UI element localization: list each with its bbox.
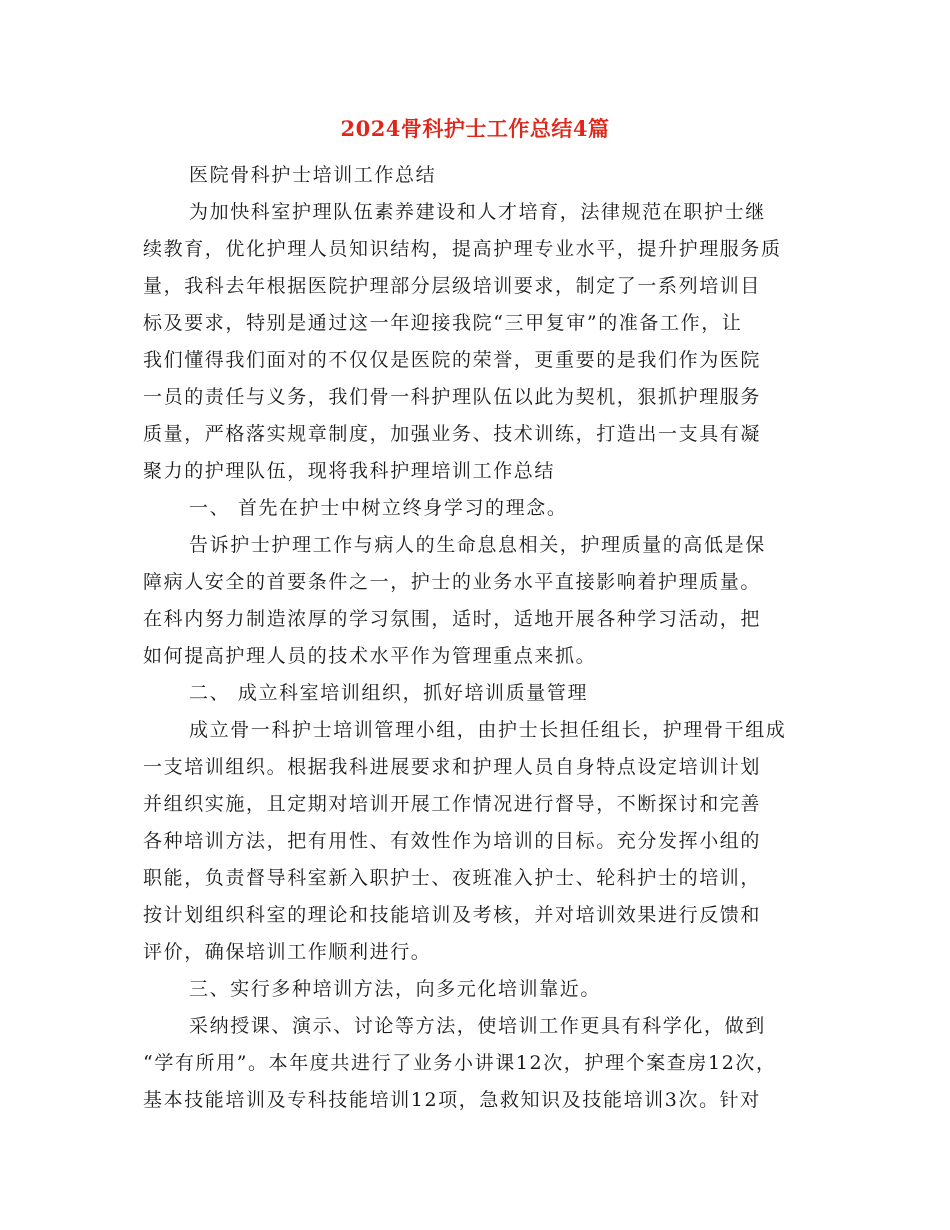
paragraph-line: 成立骨一科护士培训管理小组，由护士长担任组长，护理骨干组成 [189, 719, 787, 741]
section-heading: 一、 首先在护士中树立终身学习的理念。 [189, 497, 568, 519]
paragraph-line: 基本技能培训及专科技能培训12项，急救知识及技能培训3次。针对 [143, 1089, 761, 1111]
paragraph-line: 如何提高护理人员的技术水平作为管理重点来抓。 [143, 645, 597, 667]
paragraph-line: 评价，确保培训工作顺利进行。 [143, 941, 432, 963]
section-heading: 二、 成立科室培训组织，抓好培训质量管理 [189, 682, 589, 704]
paragraph-line: 续教育，优化护理人员知识结构，提高护理专业水平，提升护理服务质 [143, 238, 782, 260]
paragraph-line: 一员的责任与义务，我们骨一科护理队伍以此为契机，狠抓护理服务 [143, 386, 762, 408]
paragraph-line: 各种培训方法，把有用性、有效性作为培训的目标。充分发挥小组的 [143, 830, 762, 852]
paragraph-line: 在科内努力制造浓厚的学习氛围，适时，适地开展各种学习活动，把 [143, 608, 762, 630]
paragraph-line: 我们懂得我们面对的不仅仅是医院的荣誉，更重要的是我们作为医院 [143, 349, 762, 371]
paragraph-line: 标及要求，特别是通过这一年迎接我院“三甲复审”的准备工作，让 [143, 312, 743, 334]
paragraph-line: “学有所用”。本年度共进行了业务小讲课12次，护理个案查房12次， [143, 1052, 777, 1074]
paragraph-line: 按计划组织科室的理论和技能培训及考核，并对培训效果进行反馈和 [143, 904, 762, 926]
paragraph-line: 障病人安全的首要条件之一，护士的业务水平直接影响着护理质量。 [143, 571, 762, 593]
document-title: 2024骨科护士工作总结4篇 [340, 116, 610, 141]
document-body [143, 157, 843, 1119]
paragraph-line: 职能，负责督导科室新入职护士、夜班准入护士、轮科护士的培训， [143, 867, 762, 889]
paragraph-line: 质量，严格落实规章制度，加强业务、技术训练，打造出一支具有凝 [143, 423, 762, 445]
paragraph-line: 量，我科去年根据医院护理部分层级培训要求，制定了一系列培训目 [143, 275, 762, 297]
paragraph-line: 一支培训组织。根据我科进展要求和护理人员自身特点设定培训计划 [143, 756, 762, 778]
paragraph-line: 告诉护士护理工作与病人的生命息息相关，护理质量的高低是保 [189, 534, 766, 556]
section-heading: 医院骨科护士培训工作总结 [189, 164, 437, 186]
paragraph-line: 聚力的护理队伍，现将我科护理培训工作总结 [143, 460, 556, 482]
paragraph-line: 为加快科室护理队伍素养建设和人才培育，法律规范在职护士继 [189, 201, 766, 223]
section-heading: 三、实行多种培训方法，向多元化培训靠近。 [189, 978, 602, 1000]
paragraph-line: 并组织实施，且定期对培训开展工作情况进行督导，不断探讨和完善 [143, 793, 762, 815]
paragraph-line: 采纳授课、演示、讨论等方法，使培训工作更具有科学化，做到 [189, 1015, 766, 1037]
